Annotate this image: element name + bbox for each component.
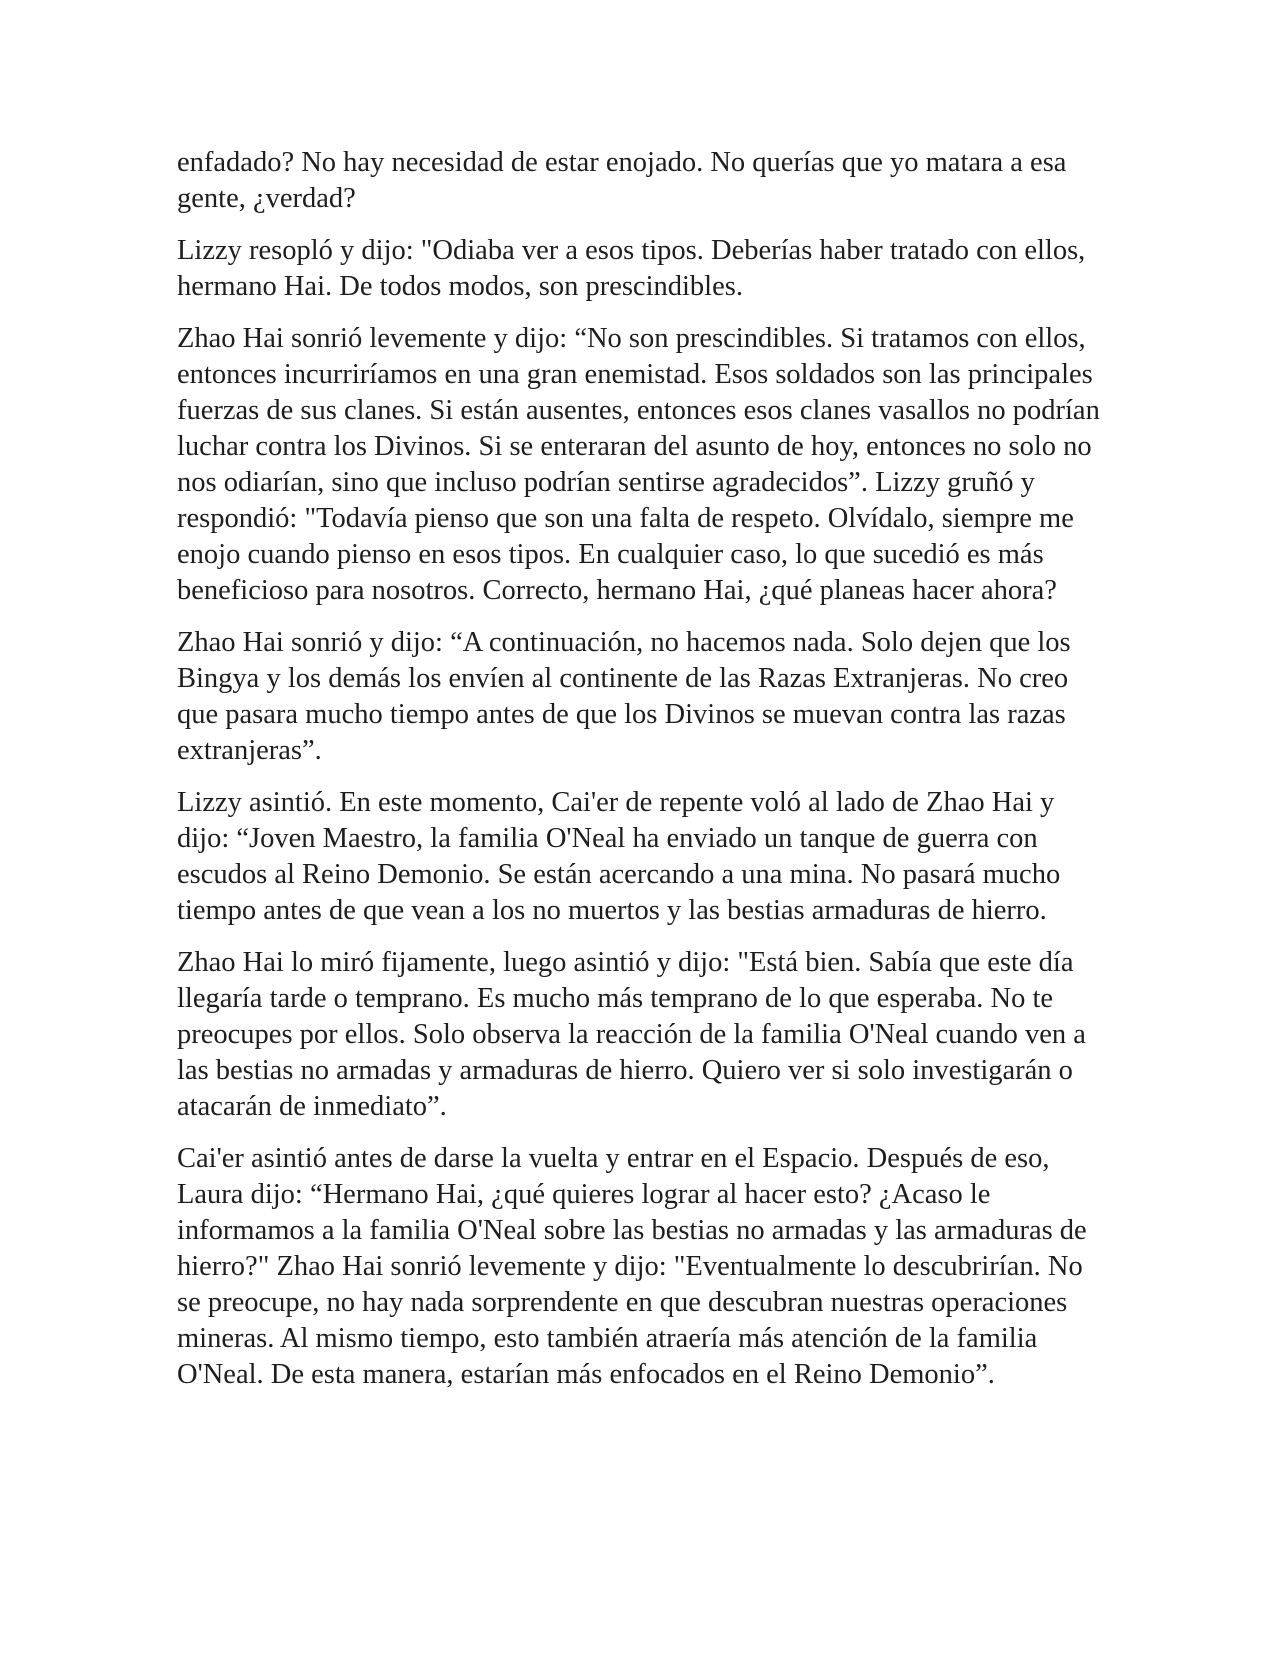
document-body xyxy=(177,145,1113,1409)
paragraph-2: Lizzy resopló y dijo: "Odiaba ver a esos tipos. Deberías haber tratado con ellos, hermano Hai. De todos modos, son prescindibles. xyxy=(177,235,1086,302)
paragraph-6: Zhao Hai lo miró fijamente, luego asintió y dijo: "Está bien. Sabía que este día llegaría tarde o temprano. Es mucho más temprano de lo que esperaba. No te preocupes por ellos. Solo observa la reacción de la familia O'Neal cuando ven a las bestias no armadas y armaduras de hierro. Quiero ver si solo investigarán o atacarán de inmediato”. xyxy=(177,947,1086,1122)
paragraph-4: Zhao Hai sonrió y dijo: “A continuación, no hacemos nada. Solo dejen que los Bingya y los demás los envíen al continente de las Razas Extranjeras. No creo que pasara mucho tiempo antes de que los Divinos se muevan contra las razas extranjeras”. xyxy=(177,627,1071,766)
paragraph-3: Zhao Hai sonrió levemente y dijo: “No son prescindibles. Si tratamos con ellos, entonces incurriríamos en una gran enemistad. Esos soldados son las principales fuerzas de sus clanes. Si están ausentes, entonces esos clanes vasallos no podrían luchar contra los Divinos. Si se enteraran del asunto de hoy, entonces no solo no nos odiarían, sino que incluso podrían sentirse agradecidos”. Lizzy gruñó y respondió: "Todavía pienso que son una falta de respeto. Olvídalo, siempre me enojo cuando pienso en esos tipos. En cualquier caso, lo que sucedió es más beneficioso para nosotros. Correcto, hermano Hai, ¿qué planeas hacer ahora? xyxy=(177,323,1100,606)
paragraph-5: Lizzy asintió. En este momento, Cai'er de repente voló al lado de Zhao Hai y dijo: “Joven Maestro, la familia O'Neal ha enviado un tanque de guerra con escudos al Reino Demonio. Se están acercando a una mina. No pasará mucho tiempo antes de que vean a los no muertos y las bestias armaduras de hierro. xyxy=(177,787,1061,926)
paragraph-1: enfadado? No hay necesidad de estar enojado. No querías que yo matara a esa gente, ¿verdad? xyxy=(177,147,1067,214)
paragraph-7: Cai'er asintió antes de darse la vuelta y entrar en el Espacio. Después de eso, Laura dijo: “Hermano Hai, ¿qué quieres lograr al hacer esto? ¿Acaso le informamos a la familia O'Neal sobre las bestias no armadas y las armaduras de hierro?" Zhao Hai sonrió levemente y dijo: "Eventualmente lo descubrirían. No se preocupe, no hay nada sorprendente en que descubran nuestras operaciones mineras. Al mismo tiempo, esto también atraería más atención de la familia O'Neal. De esta manera, estarían más enfocados en el Reino Demonio”. xyxy=(177,1143,1087,1390)
